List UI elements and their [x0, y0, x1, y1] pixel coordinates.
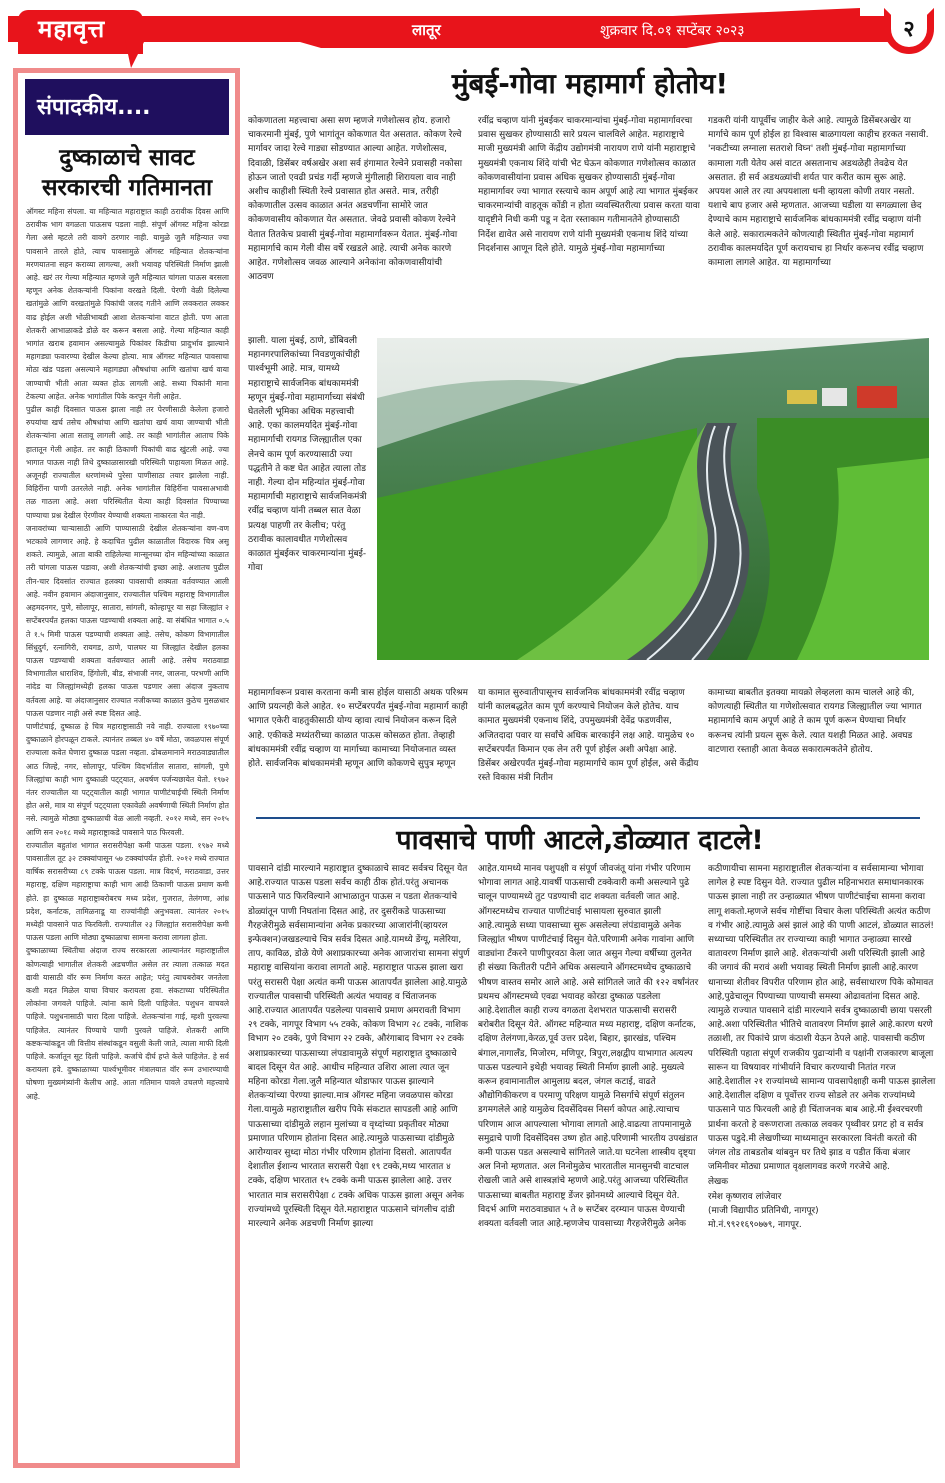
editorial-title-line1: दुष्काळाचे सावट — [59, 145, 195, 171]
edition-city: लातूर — [412, 21, 441, 39]
article1-column1-top: कोकणातला महत्त्वाचा असा सण म्हणजे गणेशोत्सव होय. हजारो चाकरमानी मुंबई, पुणे भागांतून कोकणात येत असतात. कोकण रेल्वे मार्गावर जादा रेल्वे गाड्या सोडण्यात आल्या आहेत. गणेशोत्सव, दिवाळी, डिसेंबर वर्षअखेर अशा सर्व हंगामात रेल्वेने प्रवासही नकोसा होऊन जातो एवढी प्रचंड गर्दी म्हणजे मुंगीलाही शिरायला वाव नाही अशीच काहीशी स्थिती रेल्वे प्रवासात होत असते. मात्र, तरीही कोकणातील उत्सव काळात अनंत अडचणींना सामोरे जात कोकणवासीय कोकणात येत असतात. जेवढे प्रवासी कोकण रेल्वेने येतात तितकेच प्रवासी मुंबई-गोवा महामार्गावरून येतात. मुंबई-गोवा महामार्गाचे काम गेली वीस वर्षे रखडले आहे. त्याची अनेक कारणे आहेत. गणेशोत्सव जवळ आल्याने अनेकांना कोकणवासीयांची आठवण — [248, 116, 462, 283]
editorial-title — [25, 143, 229, 203]
article1-column3-bottom: कामाच्या बाबतीत इतक्या मायक्रो लेव्हलला काम चालले आहे की, कोणत्याही स्थितीत या गणेशोत्सवात रायगड जिल्ह्यातील ज्या भागात महामार्गाचे काम अपूर्ण आहे ते काम पूर्ण करून घेण्याचा निर्धार करूनच त्यांनी प्रयत्न सुरू केले. त्यात यशही मिळत आहे. अवघड वाटणारा रस्ताही आता केवळ सकारात्मकतेने होतोय. — [708, 688, 922, 755]
dateline: शुक्रवार दि.०१ सप्टेंबर २०२३ — [600, 23, 745, 39]
roadside-sign — [787, 390, 817, 404]
editorial-paragraph: जनावरांच्या चाऱ्यासाठी आणि पाण्यासाठी देखील शेतकऱ्यांना वण-वण भटकावे लागणार आहे. हे कदाचित पुढील काळातील विदारक चित्र असू शकते. त्यामुळे, आता बाकी राहिलेल्या मान्सूनच्या दोन महिन्यांच्या काळात तरी चांगला पाऊस पडावा, अशी शेतकऱ्यांची इच्छा आहे. अशातच पुढील तीन-चार दिवसांत राज्यात हलक्या पावसाची शक्यता वर्तवण्यात आली आहे. नवीन हवामान अंदाजानुसार, राज्यातील पश्चिम महाराष्ट्र विभागातील अहमदनगर, पुणे, सोलापूर, सातारा, सांगली, कोल्हापूर या सहा जिल्ह्यांत २ सप्टेंबरपर्यंत हलका पाऊस पडण्याची शक्यता आहे. या संबंधित भागात ०.५ ते १.५ मिमी पाऊस पडण्याची शक्यता आहे. तसेच, कोकण विभागातील सिंधुदुर्ग, रत्नागिरी, रायगड, ठाणे, पालघर या जिल्ह्यांत देखील हलका पाऊस पडण्याची शक्यता वर्तवण्यात आली आहे. तसेच मराठवाडा विभागातील धाराशिव, हिंगोली, बीड, संभाजी नगर, जालना, परभणी आणि नांदेड या जिल्ह्यांमध्येही हलका पाऊस पडणार असा अंदाज नुकताच वर्तवला आहे. या अंदाजानुसार राज्यात नजीकच्या काळात कुठेच मुसळधार पाऊस पडणार नाही असे स्पष्ट दिसत आहे. — [26, 523, 229, 718]
article1-column3-top: गडकरी यांनी यापूर्वीच जाहीर केले आहे. त्यामुळे डिसेंबरअखेर या मार्गाचे काम पूर्ण होईल हा विश्वास बाळगायला काहीच हरकत नसावी. 'नकटीच्या लग्नाला सतराशे विघ्न' तशी मुंबई-गोवा महामार्गाच्या कामाला गती येतेय असं वाटत असतानाच अडथळेही तेवढेच येत असतात. ही सर्व अडथळ्यांची शर्यत पार करीत काम सुरू आहे. अपयश आले तर त्या अपयशाला धनी व्हायला कोणी तयार नसतो. यशाचे बाप हजार असे म्हणतात. आजच्या घडीला या सगळ्याला छेद देण्याचे काम महाराष्ट्राचे सार्वजनिक बांधकाममंत्री रवींद्र चव्हाण यांनी केले आहे. सकारात्मकतेने कोणत्याही स्थितीत मुंबई-गोवा महामार्ग ठरावीक कालमर्यादेत पूर्ण करायचाच हा निर्धार करूनच रवींद्र चव्हाण कामाला लागले आहेत. या महामार्गाच्या — [708, 116, 929, 269]
byline-designation: (माजी विद्यापीठ प्रतिनिधी, नागपूर) — [708, 1205, 819, 1216]
bus — [857, 386, 897, 408]
article2-headline: पावसाचे पाणी आटले,डोळ्यात दाटले! — [396, 825, 764, 856]
byline-label: लेखक — [708, 1177, 729, 1188]
page-number-badge: २ — [884, 8, 934, 54]
highway-photo-illustration — [377, 338, 929, 660]
article1-column2-bottom: या कामात सुरुवातीपासूनच सार्वजनिक बांधकाममंत्री रवींद्र चव्हाण यांनी कालबद्धतेत काम पूर्ण करण्याचे नियोजन केले होतेच. याच कामात मुख्यमंत्री एकनाथ शिंदे, उपमुख्यमंत्री देवेंद्र फडणवीस, अजितदादा पवार या सर्वांचे अधिक बारकाईने लक्ष आहे. यामुळेच १० सप्टेंबरपर्यंत किमान एक लेन तरी पूर्ण होईल अशी अपेक्षा आहे. डिसेंबर अखेरपर्यंत मुंबई-गोवा महामार्गाचे काम पूर्ण होईल, असे केंद्रीय रस्ते विकास मंत्री नितीन — [478, 688, 699, 784]
article1-column2-top: रवींद्र चव्हाण यांनी मुंबईकर चाकरमान्यांचा मुंबई-गोवा महामार्गावरचा प्रवास सुखकर होण्यासाठी सारे प्रयत्न चालविले आहेत. महाराष्ट्राचे माजी मुख्यमंत्री आणि केंद्रीय उद्योगमंत्री नारायण राणे यांनी महाराष्ट्राचे मुख्यमंत्री एकनाथ शिंदे यांची भेट घेऊन कोकणात गणेशोत्सव काळात कोकणवासीयांना प्रवास अधिक सुखकर होण्यासाठी मुंबई-गोवा महामार्गावर ज्या भागात रस्त्याचे काम अपूर्ण आहे त्या भागात मुंबईकर चाकरमान्यांची वाहतूक कोंडी न होता व्यवस्थितरीत्या प्रवास करता यावा याद‍ृष्टीने निधी कमी पडू न देता रस्ताकाम गतीमानतेने होण्यासाठी निर्देश द्यावेत असे नारायण राणे यांनी मुख्यमंत्री एकनाथ शिंदे यांच्या निदर्शनास आणून दिले होते. यामुळे मुंबई-गोवा महामार्गाच्या — [478, 116, 700, 254]
editorial-banner: संपादकीय.... — [25, 79, 229, 135]
article2-column3 — [708, 862, 936, 1480]
section-divider — [256, 817, 920, 819]
article1-column1-bottom: महामार्गावरून प्रवास करताना कमी त्रास होईल यासाठी अथक परिश्रम आणि प्रयत्नही केले आहेत. १० सप्टेंबरपर्यंत मुंबई-गोवा महामार्ग काही भागात एकेरी वाहतुकीसाठी योग्य व्हावा त्याचं नियोजन करून दिले आहे. एकीकडे मध्यंतरीच्या काळात पाऊस कोसळत होता. तेव्हाही बांधकाममंत्री रवींद्र चव्हाण या मार्गाच्या कामाच्या नियोजनात व्यस्त होते. सार्वजनिक बांधकाममंत्री म्हणून आणि कोकणचे सुपुत्र म्हणून — [248, 688, 468, 770]
editorial-paragraph: पुढील काही दिवसात पाऊस झाला नाही तर पेरणीसाठी केलेला हजारो रुपयांचा खर्च तसेच औषधांचा आणि खतांचा खर्च वाया जाण्याची भीती शेतकऱ्यांना आता सतावू लागली आहे. तर काही भागांतील आताच पिके हातातून गेली आहेत. तर काही ठिकाणी पिकांची वाढ खुंटली आहे. ज्या भागात पाऊस नाही तिथे दुष्काळासारखी परिस्थिती पाहायला मिळत आहे. अजूनही राज्यातील धरणांमध्ये पुरेसा पाणीसाठा तयार झालेला नाही. विहिरींना पाणी उतरलेले नाही. अनेक भागांतील विहिरींना पावसाअभावी तळ गाठला आहे. अशा परिस्थितीत येत्या काही दिवसांत पिण्याच्या पाण्याचा प्रश्न देखील ऐरणीवर येण्याची शक्यता नाकारता येत नाही. — [26, 405, 229, 520]
article2-column3-text: कठीणायीचा सामना महाराष्ट्रातील शेतकऱ्यांना व सर्वसामान्या भोगावा लागेल हे स्पष्ट दिसुन येते. राज्यात पुढील महिनाभरात समाधानकारक पाऊस झाला नाही तर उन्हाळ्यात भीषण पाणीटंचाईचा सामना करावा लागू शकतो.म्हणजे सर्वच गोष्टींचा विचार केला परिस्थिती अत्यंत कठीण व गंभीर आहे.त्यामुळे असं झालं आहे की पाणी आटलं, डोळ्यात साठलं! सध्याच्या परिस्थितीत तर राज्याच्या काही भागात उन्हाळ्या सारखे वातावरण निर्माण झाले आहे. शेतकऱ्यांची अशी परिस्थिती झाली आहे की जगावं की मरावं अशी भयावह स्थिती निर्माण झाली आहे.कारण धानाच्या शेतीवर विपरीत परिणाम होत आहे, सर्वसाधारण पिके कोमावत आहे,पुढेचालून पिण्याच्या पाण्याची समस्या ओढावतांना दिसत आहे. त्यामुळे राज्यात पावसाने दांडी मारल्याने सर्वत्र दुष्काळाची छाया पसरली आहे.अशा परिस्थितीत भीतिचे वातावरण निर्माण झाले आहे.कारण धरणे तळाशी, तर पिकांचे प्राण कंठाशी येऊन ठेपले आहे. पावसाची कठीण परिस्थिती पहाता संपूर्ण राजकीय पुढाऱ्यांनी व पक्षांनी राजकारण बाजूला सारून या विषयावर गांभीर्याने विचार करण्याची नितांत गरज आहे.देशातील २१ राज्यांमध्ये सामान्य पावसापेक्षाही कमी पाऊस झालेला आहे.देशातील दक्षिण व पूर्वोत्तर राज्य सोडले तर अनेक राज्यांमध्ये पाऊसाने पाठ फिरवली आहे ही चिंताजनक बाब आहे.मी ईश्वरचरणी प्रार्थना करतो हे वरूणराजा तत्काळ लवकर पृथ्वीवर प्रगट हो व सर्वत्र पाऊस पडुदे.मी लेखणीच्या माध्यमातून सरकारला विनंती करतो की जंगल तोड ताबडतोब थांबवुन घर तिथे झाड व पडीत किंवा बंजार जमिनीवर मोठ्या प्रमाणात वृक्षलागवड करणे गरजेचे आहे. — [708, 864, 936, 1173]
masthead — [0, 0, 945, 64]
article2-column2: आहेत.यामध्ये मानव पशुपक्षी व संपूर्ण जीवजंतू यांना गंभीर परिणाम भोगावा लागत आहे.यावर्षी पाऊसाची टक्केवारी कमी असल्याने पुढे चालून पाण्यामध्ये तुट पडण्याची दाट शक्यता वर्तवली जात आहे. ऑगस्टमध्येच राज्यात पाणीटंचाई भासायला सुरुवात झाली आहे.त्यामुळे सध्या पावसाच्या सुरू असलेल्या लंपंडावामुळे अनेक जिल्ह्यांत भीषण पाणीटंचाई दिसुन येते.परिणामी अनेक गावांना आणि वाड्यांना टँकरने पाणीपुरवठा केला जात असुन गेल्या वर्षीच्या तुलनेत ही संख्या कितीतरी पटीने अधिक असल्याने ऑगस्टमध्येच दुष्काळाचे भीषण वास्तव समोर आले आहे. असे सांगितले जाते की १२२ वर्षांनंतर प्रथमच ऑगस्टमध्ये एवढा भयावह कोरडा दुष्काळ पडलेला आहे.देशातील काही राज्य वगळता देशभरात पाऊसाची सरासरी बरोबरीत दिसून येते. ऑगस्ट महिन्यात मध्य महाराष्ट्र, दक्षिण कर्नाटक, दक्षिण तेलंगणा,केरळ,पूर्व उत्तर प्रदेश, बिहार, झारखंड, पश्चिम बंगाल,नागालँड, मिजोरम, मणिपूर, त्रिपुरा,लक्षद्वीप याभागात अत्यल्प पाऊस पडल्याने इथेही भयावह स्थिती निर्माण झाली आहे. मुख्यत्वे करून हवामानातील आमुलाग्र बदल, जंगल कटाई, वाढते औद्योगिकीकरण व परमाणु परिक्षण यामुळे निसर्गाचे संपूर्ण संतुलन डगमगलेले आहे यामुळेच दिवसेंदिवस निसर्ग कोपत आहे.त्याचाच परिणाम आज आपल्याला भोगावा लागतो आहे.वाढत्या तापमानामुळे समुद्राचे पाणी दिवसेंदिवस उष्ण होत आहे.परिणामी भारतीय उपखंडात कमी पाऊस पडत असल्याचे सांगितले जाते.या घटनेला शास्त्रीय दृष्ट्या अल निनो म्हणतात. अल निनोमुळेच भारतातील मानसुनची वाटचाल रोखली जाते असे शास्त्रज्ञांचे म्हणणे आहे.परंतु आजच्या परिस्थितीत पाऊसाच्या बाबतीत महाराष्ट्र डेंजर झोनमध्ये आल्याचे दिसून येते. विदर्भ आणि मराठवाड्यात ५ ते ७ सप्टेंबर दरम्यान पाऊस येण्याची शक्यता वर्तवली जात आहे.म्हणजेच पावसाच्या गैरहजेरीमुळे अनेक — [478, 864, 699, 1230]
editorial-title-line2: सरकारची गतिमानता — [41, 175, 213, 201]
editorial-box — [13, 68, 240, 1468]
byline-contact: मो.नं.९९२१६९०७७९, नागपूर. — [708, 1220, 802, 1231]
editorial-paragraph: दुष्काळाच्या स्थितीचा अंदाज राज्य सरकारला आल्यानंतर महाराष्ट्रातील कोणत्याही भागातील शेतकरी अडचणीत असेल तर त्याला तत्काळ मदत द्यावी यासाठी वॉर रूम निर्माण करत आहेत; परंतु त्याचबरोबर जनतेला कशी मदत मिळेल याचा विचार करायला हवा. संकटाच्या परिस्थितीत लोकांना जगवले पाहिजे. त्यांना कामे दिली पाहिजेत. पशुधन वाचवले पाहिजे. पशुधनासाठी चारा दिला पाहिजे. शेतकऱ्यांना गाई, म्हशी पुरवल्या पाहिजेत. त्यानंतर पिण्याचे पाणी पुरवले पाहिजे. शेतकरी आणि कष्टकऱ्यांकडून जी वित्तीय संस्थांकडून वसुली केली जाते, त्याला माफी दिली पाहिजे. कर्जातून सूट दिली पाहिजे. कर्जाचे दीर्घ हप्ते केले पाहिजेत. हे सर्व करायला हवे. दुष्काळाच्या पार्श्वभूमीवर मंत्रालयात वॉर रूम उभारण्याची घोषणा मुख्यमंत्र्यांनी केलीच आहे. आता गतिमान पावले उचलणे महत्त्वाचे आहे. — [26, 946, 229, 1101]
editorial-paragraph: पाणीटंचाई, दुष्काळ हे चित्र महाराष्ट्रासाठी नवे नाही. राज्याला १९७०च्या दुष्काळाने होरपळून टाकले. त्यानंतर तब्बल ४० वर्षे मोठा, जवळपास संपूर्ण राज्याला कवेत घेणारा दुष्काळ पडला नव्हता. ढोबळमानाने मराठवाड्यातील आठ जिल्हे, नगर, सोलापूर, पश्चिम विदर्भातील सातारा, सांगली, पुणे जिल्ह्यांचा काही भाग दुष्काळी पट्ट्यात, अवर्षण पर्जन्यछायेत येतो. १९७२ नंतर राज्यातील या पट्ट्यातील काही भागात पाणीटंचाईची स्थिती निर्माण होत असे, मात्र या संपूर्ण पट्ट्याला एकावेळी अवर्षणाची स्थिती निर्माण होत नसे. त्यामुळे मोठ्या दुष्काळाची वेळ आली नव्हती. २०१२ मध्ये, सन २०१५ आणि सन २०१८ मध्ये महाराष्ट्राकडे पावसाने पाठ फिरवली. — [26, 721, 229, 837]
byline — [708, 1175, 936, 1232]
editorial-body — [26, 205, 229, 1465]
article1-headline: मुंबई-गोवा महामार्ग होतोय! — [451, 67, 729, 100]
masthead-band — [8, 16, 888, 42]
editorial-paragraph: राज्यातील बहुतांश भागात सरासरीपेक्षा कमी पाऊस पडला. १९७२ मध्ये पावसातील तूट ३२ टक्क्यांपासून ५७ टक्क्यांपर्यंत होती. २०१२ मध्ये राज्यात वार्षिक सरासरीच्या ८९ टक्के पाऊस पडला. मात्र विदर्भ, मराठवाडा, उत्तर महाराष्ट्र, दक्षिण महाराष्ट्राचा काही भाग आदी ठिकाणी पाऊस प्रमाण कमी होते. हा दुष्काळ महाराष्ट्राबरोबरच मध्य प्रदेश, गुजरात, तेलंगणा, आंध्र प्रदेश, कर्नाटक, तामिळनाडू या राज्यांनीही अनुभवला. त्यानंतर २०१५ मध्येही पावसाने पाठ फिरविली. राज्यातील २३ जिल्ह्यांत सरासरीपेक्षा कमी पाऊस पडला आणि मोठ्या दुष्काळाचा सामना करावा लागला होता. — [26, 840, 229, 943]
roadside-shop — [822, 388, 847, 406]
byline-author: रमेश कृष्णराव लांजेवार — [708, 1191, 782, 1202]
article2-column1: पावसाने दांडी मारल्याने महाराष्ट्रात दुष्काळाचे सावट सर्वत्रच दिसून येत आहे.राज्यात पाऊस पडला सर्वच काही ठीक होतं.परंतु अचानक पाऊसाने पाठ फिरविल्याने आभाळातुन पाऊस न पडता शेतकऱ्यांचे डोळ्यांतून पाणी निघतांना दिसत आहे, तर दुसरीकडे पाऊसाच्या गैरहजेरीमुळे सर्वसामान्यांना अनेक प्रकारच्या आजारांनी(व्हायरल इन्फेक्शन)जखडल्याचे चित्र सर्वत्र दिसत आहे.यामध्ये डेंग्यू, मलेरिया, ताप, काविळ, डोळे येणे अशाप्रकारच्या अनेक आजारांचा सामना संपुर्ण महाराष्ट्र वासियांना करावा लागतो आहे. महाराष्ट्रात पाऊस झाला खरा परंतु सरासरी पेक्षा अत्यंत कमी पाऊस आतापर्यंत झालेला आहे.यामुळे राज्यातील पावसाची परिस्थिती अत्यंत भयावह व चिंताजनक आहे.राज्यात आतापर्यंत पडलेल्या पावसाचे प्रमाण अमरावती विभाग २९ टक्के, नागपूर विभाग ५५ टक्के, कोकण विभाग २८ टक्के, नाशिक विभाग २० टक्के, पुणे विभाग २२ टक्के, औरंगाबाद विभाग २२ टक्के अशाप्रकारच्या पाऊसाच्या लंपडावामुळे संपूर्ण महाराष्ट्रात दुष्काळाचे बादल दिसून येत आहे. आधीच महिन्यात उशिरा आला त्यात जून महिना कोरडा गेला.जुलै महिन्यात थोडाफार पाऊस झाल्याने शेतकऱ्यांच्या पेरण्या झाल्या.मात्र ऑगस्ट महिना जवळपास कोरडा गेला.यामुळे महाराष्ट्रातील खरीप पिके संकटात सापडली आहे आणि पाऊसाच्या दांडीमुळे लहान मुलांच्या व वृध्दांच्या प्रकृतीवर मोठ्या प्रमाणात परिणाम होतांना दिसत आहे.त्यामुळे पाऊसाच्या दांडीमुळे आरोग्यावर सुध्दा मोठा गंभीर परिणाम होतांना दिसतो. आतापर्यंत देशातील ईशान्य भारतात सरासरी पेक्षा १९ टक्के,मध्य भारतात ४ टक्के, दक्षिण भारतात १५ टक्के कमी पाऊस झालेला आहे. उत्तर भारतात मात्र सरासरीपेक्षा ८ टक्के अधिक पाऊस झाला असून अनेक राज्यांमध्ये पूरस्थिती दिसून येते.महाराष्ट्रात पाऊसाने चांगलीच दांडी मारल्याने अनेक अडचणी निर्माण झाल्या — [248, 864, 470, 1230]
editorial-paragraph: ऑगस्ट महिना संपला. या महिन्यात महाराष्ट्रात काही ठरावीक दिवस आणि ठरावीक भाग वगळता पाऊसच पडला नाही. संपूर्ण ऑगस्ट महिना कोरडा गेला असे म्हटले तरी वावगे ठरणार नाही. यामुळे जुलै महिन्यात ज्या पावसाने तारले होते, त्याच पावसामुळे ऑगस्ट महिन्यात शेतकऱ्यांना मरणयातना सहन कराव्या लागल्या, अशी भयावह परिस्थिती निर्माण झाली आहे. खरं तर गेल्या महिन्यात म्हणजे जुलै महिन्यात चांगला पाऊस बरसला म्हणून अनेक शेतकऱ्यांनी पिकांना वरखते दिली. पेरणी वेळी दिलेल्या खतांमुळे आणि वरखतांमुळे पिकांची जलद गतीने आणि लवकरात लवकर वाढ होईल अशी भोळीभाबडी आशा शेतकऱ्यांना वाटत होती. पण आता शेतकरी आभाळाकडे डोळे वर करून बसला आहे. गेल्या महिन्यात काही भागांत खराब हवामान असल्यामुळे पिकांवर किडीचा प्रादुर्भाव झाल्याने महागड्या फवारण्या देखील केल्या होत्या. मात्र ऑगस्ट महिन्यात पावसाचा मोठा खंड पडला असल्याने महागड्या औषधांचा आणि खतांचा खर्च वाया जाण्याची भीती आता व्यक्त होऊ लागली आहे. सध्या पिकांनी माना टेकल्या आहेत. अनेक भागांतील पिके करपून गेली आहेत. — [26, 207, 229, 401]
newspaper-name: महावृत्त — [38, 15, 106, 43]
article1-column1-middle: झाली. याला मुंबई, ठाणे, डोंबिवली महानगरपालिकांच्या निवडणुकांचीही पार्श्वभूमी आहे. मात्र, यामध्ये महाराष्ट्राचे सार्वजनिक बांधकाममंत्री म्हणून मुंबई-गोवा महामार्गाच्या संबंधी घेतलेली भूमिका अधिक महत्त्वाची आहे. एका कालमर्यादेत मुंबई-गोवा महामार्गाची रायगड जिल्ह्यातील एका लेनचे काम पूर्ण करण्यासाठी ज्या पद्धतीने ते कष्ट घेत आहेत त्याला तोड नाही. गेल्या दोन महिन्यांत मुंबई-गोवा महामार्गाची महाराष्ट्राचे सार्वजनिकमंत्री रवींद्र चव्हाण यांनी तब्बल सात वेळा प्रत्यक्ष पाहणी तर केलीच; परंतु ठरावीक कालावधीत गणेशोत्सव काळात मुंबईकर चाकरमान्यांना मुंबई-गोवा — [248, 336, 367, 574]
masthead-wing — [125, 40, 145, 68]
highway-photo — [377, 338, 929, 660]
masthead-streak — [300, 42, 720, 48]
